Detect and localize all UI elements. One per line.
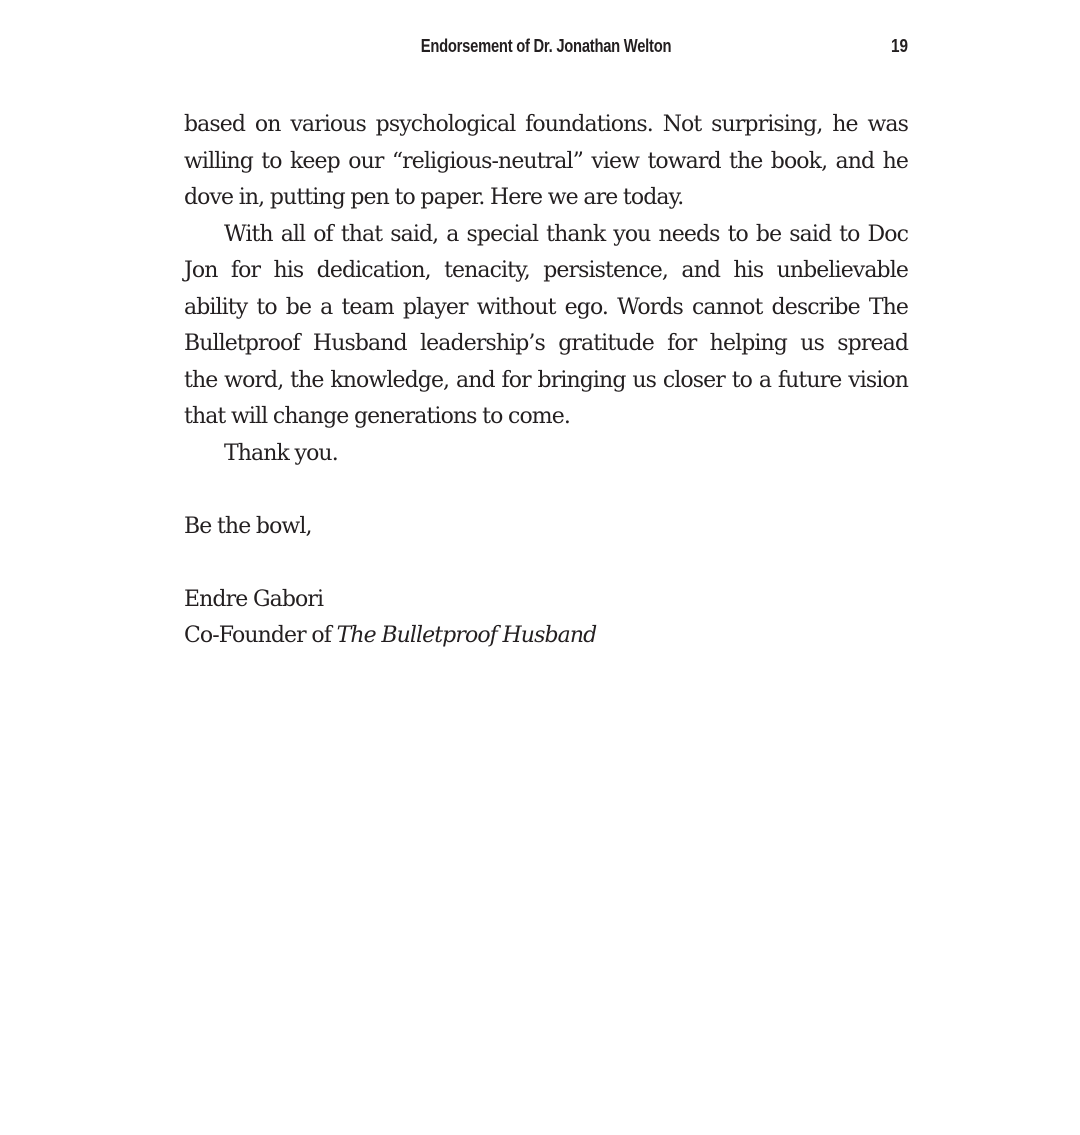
text-line: willing to keep our “religious-neutral” view toward the book, and he (184, 148, 908, 174)
paragraph-thank-you (184, 436, 908, 473)
book-title: The Bulletproof Husband (336, 623, 597, 648)
closing-text: Be the bowl, (184, 513, 312, 539)
signature-title (184, 618, 908, 655)
running-title: Endorsement of Dr. Jonathan Welton (420, 36, 672, 56)
text-line: that will change generations to come. (184, 404, 570, 429)
body-text (184, 107, 908, 655)
paragraph-continuation (184, 107, 908, 217)
text-line: Bulletproof Husband leadership’s gratitude for helping us spread (184, 331, 908, 356)
text-line: Jon for his dedication, tenacity, persistence, and his unbelievable (184, 258, 908, 283)
text-line: the word, the knowledge, and for bringing us closer to a future vision (184, 367, 908, 393)
page-number: 19 (890, 36, 908, 56)
text-line: Thank you. (224, 440, 338, 466)
text-line: With all of that said, a special thank you needs to be said to Doc (224, 221, 908, 247)
running-header (184, 36, 908, 64)
text-line: ability to be a team player without ego. Words cannot describe The (184, 294, 908, 320)
signature-title-prefix: Co-Founder of (184, 623, 337, 648)
spacer (184, 472, 908, 509)
spacer (184, 545, 908, 582)
paragraph-thanks (184, 217, 908, 436)
signature-block (184, 582, 908, 655)
closing-line (184, 509, 908, 546)
text-line: dove in, putting pen to paper. Here we are today. (184, 185, 684, 210)
signature-name: Endre Gabori (184, 586, 324, 612)
text-line: based on various psychological foundations. Not surprising, he was (184, 112, 908, 137)
